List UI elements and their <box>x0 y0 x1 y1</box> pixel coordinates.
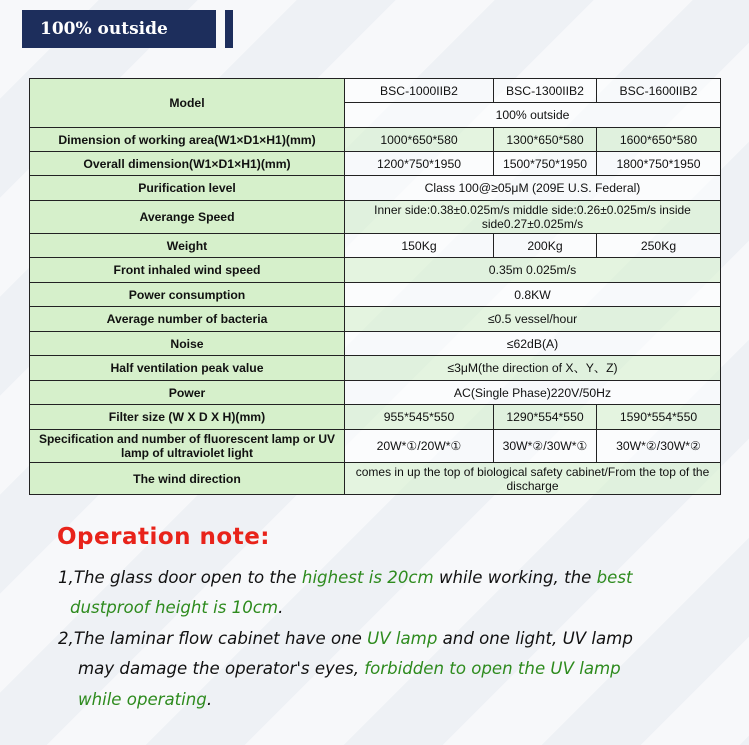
table-row <box>30 463 721 495</box>
row-label: Specification and number of fluorescent lamp or UV lamp of ultraviolet light <box>30 430 345 463</box>
note-2-line-3 <box>78 690 212 709</box>
note-highlight: best <box>596 568 633 587</box>
cell: 1800*750*1950 <box>597 152 721 176</box>
note-highlight: dustproof height is 10cm <box>70 598 279 617</box>
row-label: Half ventilation peak value <box>30 356 345 381</box>
table-row <box>30 128 721 152</box>
table-row <box>30 152 721 176</box>
note-1-line-1 <box>58 568 633 587</box>
cell: 1600*650*580 <box>597 128 721 152</box>
row-label: Power <box>30 381 345 405</box>
model-2: BSC-1300IIB2 <box>494 79 597 103</box>
row-label: Average number of bacteria <box>30 307 345 332</box>
row-label: Overall dimension(W1×D1×H1)(mm) <box>30 152 345 176</box>
table-row <box>30 258 721 283</box>
note-text: may damage the operator's eyes, <box>78 659 365 678</box>
model-3: BSC-1600IIB2 <box>597 79 721 103</box>
cell: 0.35m 0.025m/s <box>345 258 721 283</box>
note-text: 2,The laminar flow cabinet have one <box>58 629 368 648</box>
note-text: . <box>278 598 284 617</box>
note-text: . <box>206 690 213 709</box>
note-text: and one light, UV lamp <box>437 629 633 648</box>
row-label: Dimension of working area(W1×D1×H1)(mm) <box>30 128 345 152</box>
cell: Inner side:0.38±0.025m/s middle side:0.26±0.025m/s inside side0.27±0.025m/s <box>345 201 721 234</box>
cell: 250Kg <box>597 234 721 258</box>
row-label: Power consumption <box>30 283 345 307</box>
table-row <box>30 430 721 463</box>
table-row <box>30 332 721 356</box>
cell: 1290*554*550 <box>494 405 597 430</box>
cell: 1500*750*1950 <box>494 152 597 176</box>
cell: ≤0.5 vessel/hour <box>345 307 721 332</box>
table-row <box>30 405 721 430</box>
cell: ≤3μM(the direction of X、Y、Z) <box>345 356 721 381</box>
cell: 1590*554*550 <box>597 405 721 430</box>
note-highlight: while operating <box>78 690 207 709</box>
cell: 1200*750*1950 <box>345 152 494 176</box>
row-label: Noise <box>30 332 345 356</box>
cell: 30W*②/30W*① <box>494 430 597 463</box>
cell: 1300*650*580 <box>494 128 597 152</box>
row-label: Filter size (W X D X H)(mm) <box>30 405 345 430</box>
model-label: Model <box>30 79 345 128</box>
model-1: BSC-1000IIB2 <box>345 79 494 103</box>
specification-table <box>29 78 721 495</box>
cell: 20W*①/20W*① <box>345 430 494 463</box>
page-title: 100% outside <box>22 10 216 48</box>
table-row <box>30 234 721 258</box>
cell: 1000*650*580 <box>345 128 494 152</box>
cell: Class 100@≥05μM (209E U.S. Federal) <box>345 176 721 201</box>
note-highlight: highest is 20cm <box>301 568 434 587</box>
table-row <box>30 79 721 103</box>
model-subtitle: 100% outside <box>345 103 721 128</box>
cell: 955*545*550 <box>345 405 494 430</box>
cell: AC(Single Phase)220V/50Hz <box>345 381 721 405</box>
cell: ≤62dB(A) <box>345 332 721 356</box>
note-highlight: UV lamp <box>367 629 438 648</box>
note-highlight: forbidden to open the UV lamp <box>364 659 621 678</box>
note-text: while working, the <box>433 568 597 587</box>
table-row <box>30 201 721 234</box>
cell: 200Kg <box>494 234 597 258</box>
cell: comes in up the top of biological safety cabinet/From the top of the discharge <box>345 463 721 495</box>
row-label: Averange Speed <box>30 201 345 234</box>
table-row <box>30 381 721 405</box>
cell: 30W*②/30W*② <box>597 430 721 463</box>
cell: 0.8KW <box>345 283 721 307</box>
row-label: Front inhaled wind speed <box>30 258 345 283</box>
row-label: Weight <box>30 234 345 258</box>
table-row <box>30 283 721 307</box>
title-accent-bar <box>225 10 233 48</box>
table-row <box>30 307 721 332</box>
operation-note-title: Operation note: <box>57 524 271 550</box>
note-2-line-1 <box>58 629 633 648</box>
cell: 150Kg <box>345 234 494 258</box>
note-2-line-2 <box>78 659 621 678</box>
note-text: 1,The glass door open to the <box>58 568 302 587</box>
table-row <box>30 176 721 201</box>
note-1-line-2 <box>70 598 283 617</box>
row-label: Purification level <box>30 176 345 201</box>
row-label: The wind direction <box>30 463 345 495</box>
table-row <box>30 356 721 381</box>
